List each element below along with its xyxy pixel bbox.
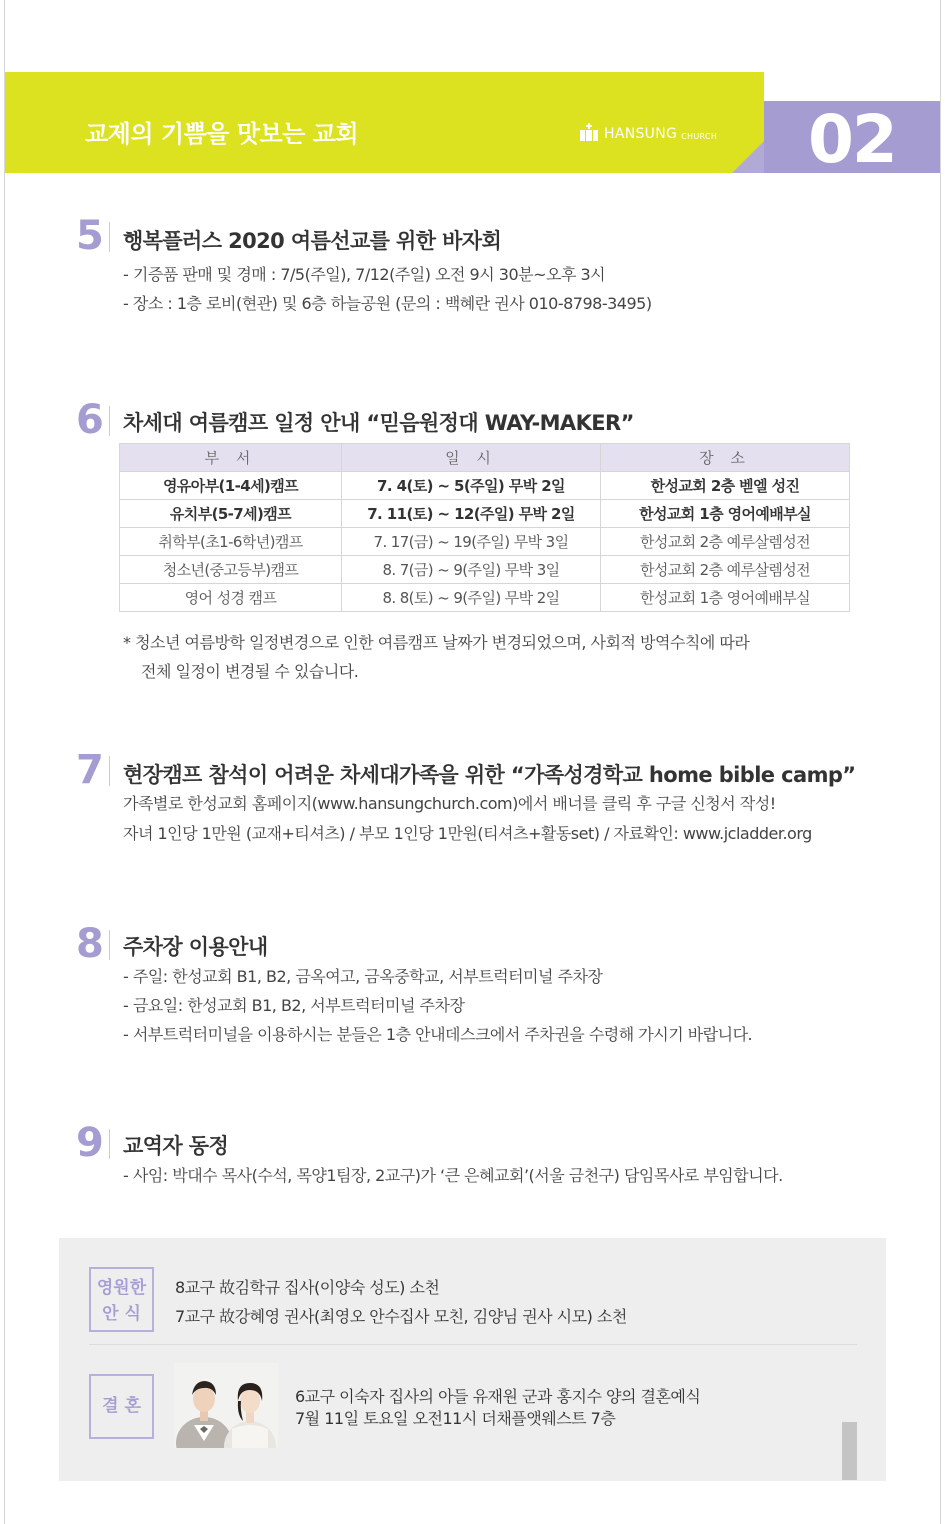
section-number: 7: [76, 747, 104, 793]
section-line: - 기증품 판매 및 경매 : 7/5(주일), 7/12(주일) 오전 9시 30분~오후 3시: [123, 265, 606, 284]
memorial-tag: [89, 1267, 154, 1332]
camp-schedule-table: [119, 443, 850, 612]
section-number: 8: [76, 921, 104, 967]
section-line: - 주일: 한성교회 B1, B2, 금옥여고, 금옥중학교, 서부트럭터미널 주차장: [123, 967, 603, 986]
section-line: 가족별로 한성교회 홈페이지(www.hansungchurch.com)에서 배너를 클릭 후 구글 신청서 작성!: [123, 794, 776, 813]
table-cell: 7. 17(금) ~ 19(주일) 무박 3일: [342, 528, 601, 556]
section-line: - 금요일: 한성교회 B1, B2, 서부트럭터미널 주차장: [123, 996, 465, 1015]
table-cell: 한성교회 1층 영어예배부실: [601, 584, 850, 612]
table-cell: 7. 11(토) ~ 12(주일) 무박 2일: [342, 500, 601, 528]
church-logo: [580, 123, 717, 141]
table-cell: 청소년(중고등부)캠프: [120, 556, 342, 584]
table-cell: 한성교회 1층 영어예배부실: [601, 500, 850, 528]
column-header-department: 부 서: [120, 444, 342, 472]
wedding-line: 6교구 이숙자 집사의 아들 유재원 군과 홍지수 양의 결혼예식: [295, 1387, 701, 1406]
table-cell: 취학부(초1-6학년)캠프: [120, 528, 342, 556]
scroll-thumb[interactable]: [842, 1422, 857, 1480]
table-cell: 영유아부(1-4세)캠프: [120, 472, 342, 500]
section-line: - 장소 : 1층 로비(현관) 및 6층 하늘공원 (문의 : 백혜란 권사 010-8798-3495): [123, 294, 652, 313]
section-title: 교역자 동정: [123, 1134, 229, 1158]
table-row: [120, 556, 850, 584]
wedding-tag: [89, 1374, 154, 1439]
wedding-tag-label: 결 혼: [102, 1396, 141, 1416]
table-row: [120, 472, 850, 500]
section-divider: [109, 756, 110, 786]
memorial-tag-line1: 영원한: [96, 1278, 147, 1298]
table-row: [120, 584, 850, 612]
column-header-place: 장 소: [601, 444, 850, 472]
note-line: * 청소년 여름방학 일정변경으로 인한 여름캠프 날짜가 변경되었으며, 사회적 방역수칙에 따라: [123, 633, 750, 652]
tab-fold: [732, 141, 764, 173]
section-title: 주차장 이용안내: [123, 935, 268, 959]
table-cell: 8. 7(금) ~ 9(주일) 무박 3일: [342, 556, 601, 584]
section-line: - 사임: 박대수 목사(수석, 목양1팀장, 2교구)가 ‘큰 은혜교회’(서울 금천구) 담임목사로 부임합니다.: [123, 1166, 783, 1185]
table-row: [120, 528, 850, 556]
memorial-line: 8교구 故김학규 집사(이양숙 성도) 소천: [175, 1278, 440, 1297]
table-header-row: [120, 444, 850, 472]
notices-divider: [89, 1344, 857, 1345]
brand-name: HANSUNG: [604, 126, 678, 142]
wedding-couple-photo: [174, 1363, 278, 1448]
page-frame-left: [4, 0, 5, 1524]
note-line: 전체 일정이 변경될 수 있습니다.: [141, 662, 359, 681]
table-row: [120, 500, 850, 528]
wedding-line: 7월 11일 토요일 오전11시 더채플앳웨스트 7층: [295, 1409, 616, 1428]
section-number: 9: [76, 1120, 104, 1166]
table-cell: 한성교회 2층 벧엘 성진: [601, 472, 850, 500]
section-divider: [109, 406, 110, 436]
section-line: 자녀 1인당 1만원 (교재+티셔츠) / 부모 1인당 1만원(티셔츠+활동set) / 자료확인: www.jcladder.org: [123, 824, 812, 843]
section-line: - 서부트럭터미널을 이용하시는 분들은 1층 안내데스크에서 주차권을 수령해 가시기 바랍니다.: [123, 1025, 753, 1044]
page-frame-right: [940, 0, 941, 1524]
memorial-tag-line2: 안 식: [102, 1304, 141, 1324]
section-number: 5: [76, 213, 104, 259]
section-number: 6: [76, 397, 104, 443]
column-header-date: 일 시: [342, 444, 601, 472]
table-cell: 유치부(5-7세)캠프: [120, 500, 342, 528]
section-title: 행복플러스 2020 여름선교를 위한 바자회: [123, 229, 502, 253]
table-cell: 영어 성경 캠프: [120, 584, 342, 612]
table-cell: 한성교회 2층 예루살렘성전: [601, 528, 850, 556]
section-title: 차세대 여름캠프 일정 안내 “믿음원정대 WAY-MAKER”: [123, 411, 634, 435]
table-cell: 8. 8(토) ~ 9(주일) 무박 2일: [342, 584, 601, 612]
section-divider: [109, 222, 110, 252]
page-number: 02: [808, 101, 896, 178]
page-title: 교제의 기쁨을 맛보는 교회: [85, 120, 359, 148]
memorial-line: 7교구 故강혜영 권사(최영오 안수집사 모친, 김양님 권사 시모) 소천: [175, 1307, 627, 1326]
brand-sub: CHURCH: [681, 132, 718, 141]
table-cell: 한성교회 2층 예루살렘성전: [601, 556, 850, 584]
church-cross-icon: [580, 123, 598, 141]
section-divider: [109, 930, 110, 960]
section-divider: [109, 1129, 110, 1159]
table-cell: 7. 4(토) ~ 5(주일) 무박 2일: [342, 472, 601, 500]
section-title: 현장캠프 참석이 어려운 차세대가족을 위한 “가족성경학교 home bible camp”: [123, 763, 856, 787]
